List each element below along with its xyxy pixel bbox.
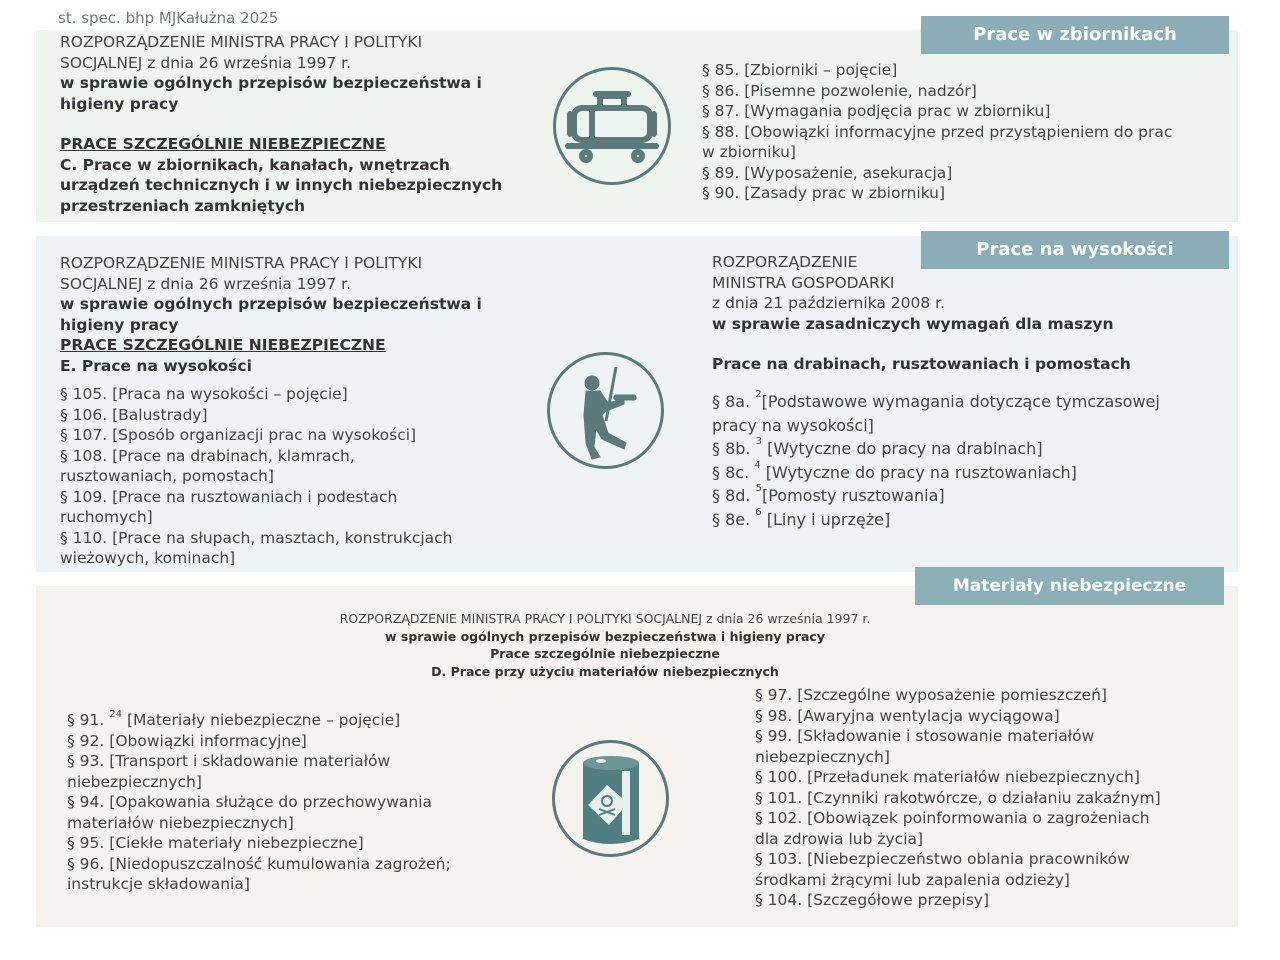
- toxic-barrel-icon: [552, 740, 669, 857]
- part-line1: C. Prace w zbiornikach, kanałach, wnętrzach: [60, 155, 450, 174]
- footnote-mark: 6: [755, 506, 762, 518]
- part-heading: E. Prace na wysokości: [60, 356, 252, 375]
- section2-regulation: [60, 253, 482, 569]
- list-item: § 109. [Prace na rusztowaniach i podestach: [60, 487, 398, 506]
- author-credit: st. spec. bhp MJKałużna 2025: [58, 9, 279, 27]
- list-item: [712, 484, 1160, 508]
- list-item: § 88. [Obowiązki informacyjne przed przystąpieniem do prac: [702, 122, 1173, 141]
- list-item: [712, 414, 1160, 438]
- list-item: [712, 390, 1160, 414]
- reg-subject: w sprawie ogólnych przepisów bezpieczeństwa i higieny pracy: [385, 628, 825, 644]
- reg-title-line1: ROZPORZĄDZENIE MINISTRA PRACY I POLITYKI: [60, 33, 423, 51]
- list-item: § 99. [Składowanie i stosowanie materiałów: [755, 727, 1095, 745]
- list-item: [67, 751, 451, 772]
- section3-right-list: [755, 685, 1161, 911]
- part-heading: D. Prace przy użyciu materiałów niebezpiecznych: [431, 663, 779, 679]
- item-text: instrukcje składowania]: [67, 875, 250, 893]
- section2-machinery-list: [712, 390, 1160, 531]
- list-item: [67, 813, 451, 834]
- category-heading: PRACE SZCZEGÓLNIE NIEBEZPIECZNE: [60, 135, 386, 153]
- list-item: [67, 854, 451, 875]
- footnote-mark: 2: [755, 389, 762, 400]
- item-number: § 95.: [67, 834, 105, 852]
- list-item: w zbiorniku]: [702, 143, 796, 161]
- list-item: [67, 731, 451, 752]
- tab-prace-w-zbiornikach: Prace w zbiornikach: [921, 16, 1229, 54]
- category-heading: Prace szczególnie niebezpieczne: [490, 646, 720, 661]
- list-item: [712, 437, 1160, 461]
- list-item: [67, 833, 451, 854]
- reg-title-line2: SOCJALNEJ z dnia 26 września 1997 r.: [60, 274, 351, 293]
- item-number: § 8b.: [712, 439, 751, 458]
- list-item: niebezpiecznych]: [755, 747, 890, 766]
- tab-prace-na-wysokosci: Prace na wysokości: [921, 231, 1229, 269]
- list-item: [67, 710, 451, 731]
- climber-icon: [547, 352, 664, 469]
- list-item: § 103. [Niebezpieczeństwo oblania pracowników: [755, 850, 1130, 868]
- item-text: pracy na wysokości]: [712, 415, 874, 435]
- footnote-mark: 5: [755, 483, 762, 494]
- list-item: § 100. [Przeładunek materiałów niebezpiecznych]: [755, 768, 1140, 786]
- reg2-date: z dnia 21 października 2008 r.: [712, 294, 946, 312]
- section2-machinery-regulation: [712, 252, 1131, 375]
- part-line3: przestrzeniach zamkniętych: [60, 196, 306, 215]
- item-text: materiałów niebezpiecznych]: [67, 813, 294, 832]
- list-item: § 102. [Obowiązek poinformowania o zagrożeniach: [755, 809, 1150, 827]
- list-item: wieżowych, kominach]: [60, 549, 236, 567]
- footnote-mark: 3: [755, 436, 762, 447]
- category-heading: PRACE SZCZEGÓLNIE NIEBEZPIECZNE: [60, 336, 386, 354]
- section1-paragraph-list: [702, 60, 1172, 204]
- list-item: rusztowaniach, pomostach]: [60, 467, 274, 485]
- reg2-title-line1: ROZPORZĄDZENIE: [712, 253, 858, 271]
- list-item: § 90. [Zasady prac w zbiorniku]: [702, 184, 946, 202]
- item-number: § 92.: [67, 731, 105, 750]
- list-item: [712, 461, 1160, 485]
- part-line2: urządzeń technicznych i w innych niebezpiecznych: [60, 176, 503, 194]
- item-text: [Materiały niebezpieczne – pojęcie]: [126, 711, 401, 729]
- list-item: środkami żrącymi lub zapalenia odzieży]: [755, 870, 1070, 889]
- list-item: § 97. [Szczególne wyposażenie pomieszczeń]: [755, 686, 1107, 704]
- list-item: § 87. [Wymagania podjęcia prac w zbiorniku]: [702, 102, 1051, 120]
- section3-regulation: [200, 610, 1010, 680]
- list-item: § 101. [Czynniki rakotwórcze, o działaniu zakaźnym]: [755, 788, 1161, 807]
- reg-subject-line1: w sprawie ogólnych przepisów bezpieczeństwa i: [60, 295, 482, 313]
- item-text: [Opakowania służące do przechowywania: [109, 793, 433, 811]
- item-text: [Transport i składowanie materiałów: [109, 752, 391, 770]
- item-text: [Wytyczne do pracy na rusztowaniach]: [765, 462, 1077, 482]
- list-item: dla zdrowia lub życia]: [755, 829, 924, 848]
- footnote-mark: 24: [109, 709, 122, 720]
- reg-title-line1: ROZPORZĄDZENIE MINISTRA PRACY I POLITYKI: [60, 254, 423, 272]
- list-item: § 107. [Sposób organizacji prac na wysokości]: [60, 426, 417, 444]
- list-item: § 106. [Balustrady]: [60, 405, 208, 424]
- list-item: § 105. [Praca na wysokości – pojęcie]: [60, 385, 348, 403]
- footnote-mark: 4: [754, 459, 761, 471]
- reg-subject-line2: higieny pracy: [60, 315, 179, 334]
- list-item: § 110. [Prace na słupach, masztach, konstrukcjach: [60, 528, 453, 547]
- reg-title-line2: SOCJALNEJ z dnia 26 września 1997 r.: [60, 53, 351, 72]
- list-item: [67, 772, 451, 793]
- list-item: § 89. [Wyposażenie, asekuracja]: [702, 163, 953, 182]
- list-item: [67, 874, 451, 895]
- item-number: § 93.: [67, 752, 105, 770]
- list-item: ruchomych]: [60, 508, 153, 526]
- reg2-title-line2: MINISTRA GOSPODARKI: [712, 273, 895, 292]
- item-text: [Obowiązki informacyjne]: [109, 731, 307, 750]
- list-item: [67, 792, 451, 813]
- item-text: [Podstawowe wymagania dotyczące tymczasowej: [761, 392, 1160, 411]
- reg2-subject: w sprawie zasadniczych wymagań dla maszyn: [712, 314, 1114, 333]
- item-number: § 91.: [67, 711, 105, 729]
- item-text: [Pomosty rusztowania]: [761, 486, 945, 505]
- list-item: § 108. [Prace na drabinach, klamrach,: [60, 446, 355, 465]
- item-text: [Wytyczne do pracy na drabinach]: [767, 439, 1043, 458]
- item-number: § 96.: [67, 854, 105, 873]
- reg-subject-line2: higieny pracy: [60, 94, 179, 113]
- item-text: [Liny i uprzęże]: [766, 509, 891, 529]
- list-item: § 98. [Awaryjna wentylacja wyciągowa]: [755, 706, 1060, 725]
- list-item: § 85. [Zbiorniki – pojęcie]: [702, 61, 898, 79]
- item-text: [Ciekłe materiały niebezpieczne]: [109, 834, 364, 852]
- item-number: § 8c.: [712, 462, 750, 482]
- section1-regulation: [60, 32, 502, 216]
- reg-subject-line1: w sprawie ogólnych przepisów bezpieczeństwa i: [60, 74, 482, 92]
- section3-left-list: [67, 710, 451, 895]
- tab-materialy-niebezpieczne: Materiały niebezpieczne: [915, 567, 1224, 605]
- item-number: § 94.: [67, 793, 105, 811]
- reg2-part-heading: Prace na drabinach, rusztowaniach i pomostach: [712, 355, 1131, 373]
- item-number: § 8a.: [712, 392, 751, 411]
- item-number: § 8e.: [712, 509, 751, 529]
- section2-paragraph-list: [60, 384, 482, 569]
- tank-wagon-icon: [553, 67, 671, 185]
- list-item: § 104. [Szczegółowe przepisy]: [755, 891, 990, 909]
- item-text: niebezpiecznych]: [67, 772, 202, 791]
- reg-title: ROZPORZĄDZENIE MINISTRA PRACY I POLITYKI SOCJALNEJ z dnia 26 września 1997 r.: [339, 611, 871, 626]
- list-item: § 86. [Pisemne pozwolenie, nadzór]: [702, 81, 977, 100]
- list-item: [712, 508, 1160, 532]
- item-number: § 8d.: [712, 486, 751, 505]
- item-text: [Niedopuszczalność kumulowania zagrożeń;: [109, 854, 451, 873]
